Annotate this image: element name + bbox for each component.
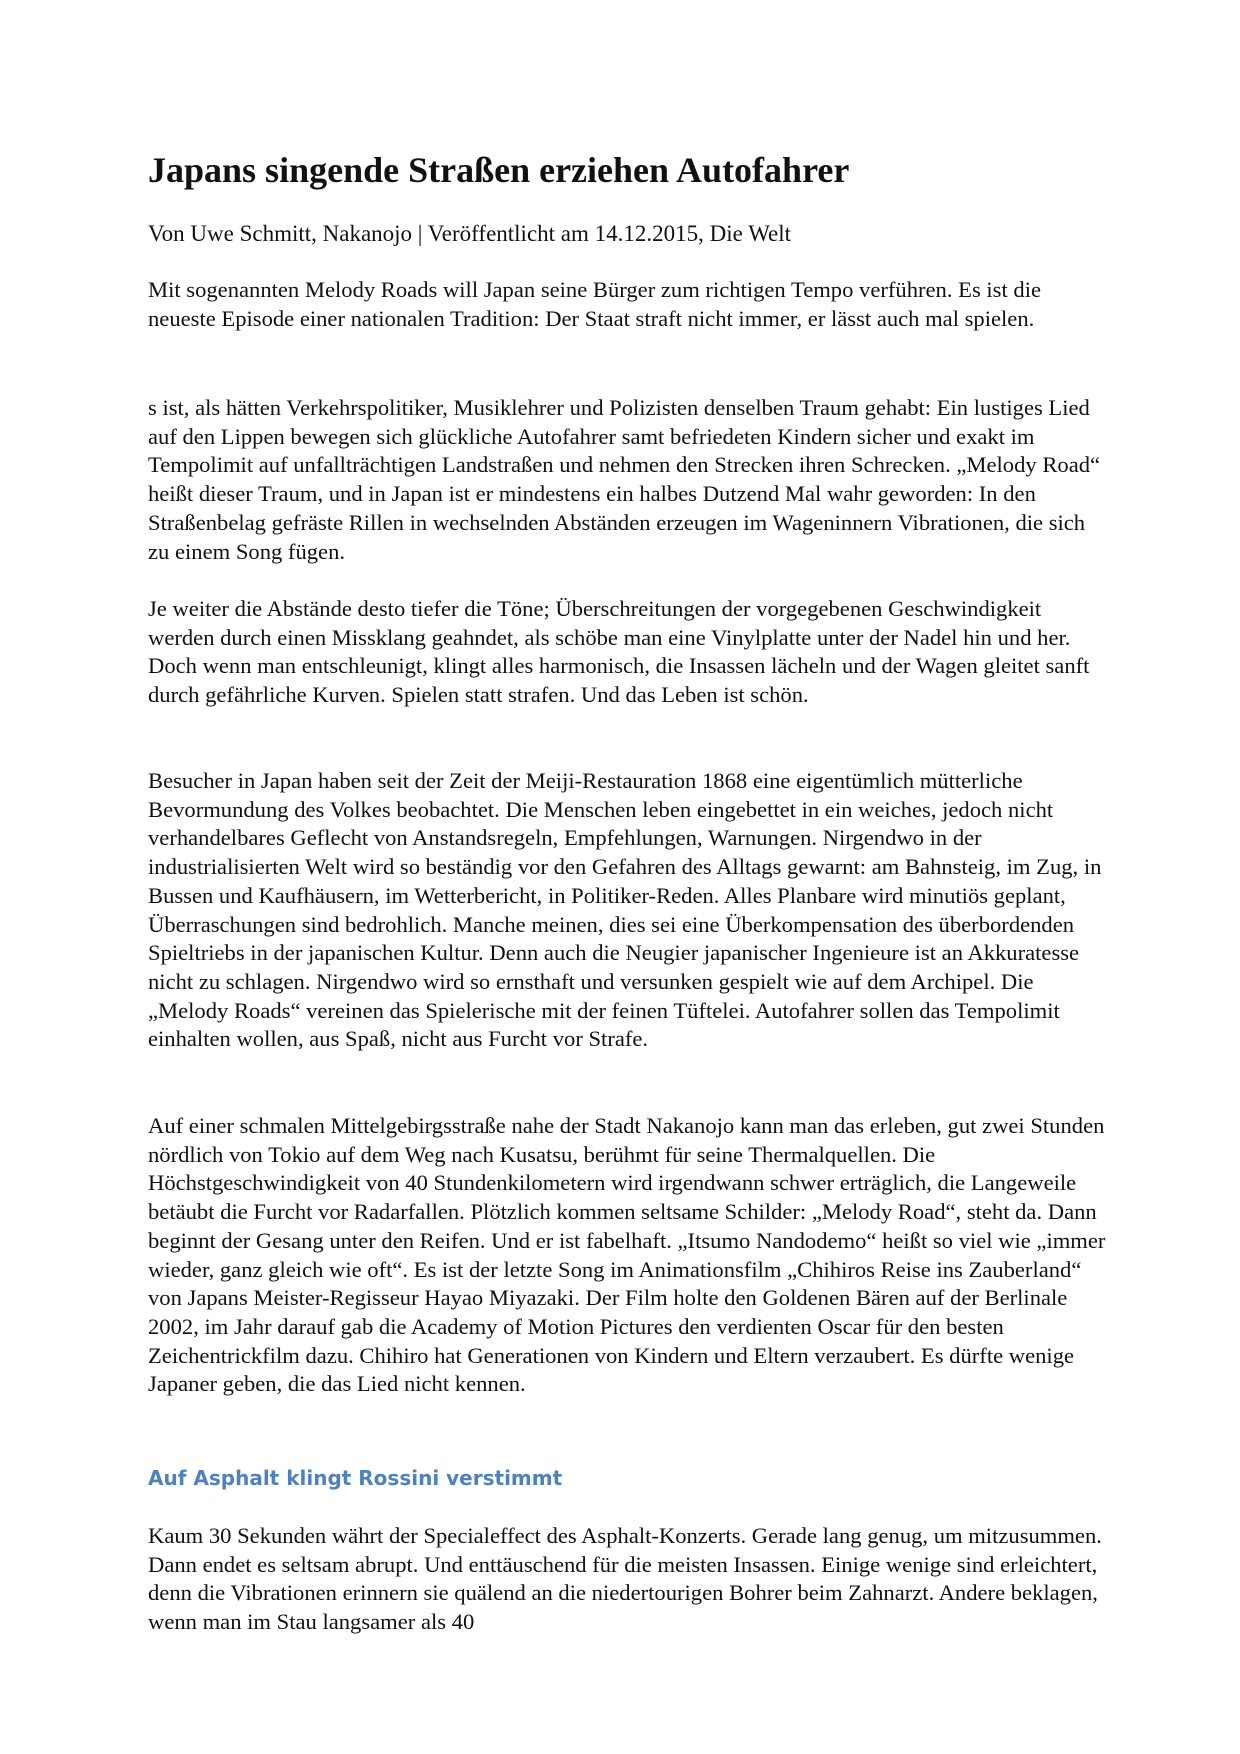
article-paragraph: Je weiter die Abstände desto tiefer die Töne; Überschreitungen der vorgegebenen Geschwindigkeit werden durch einen Missklang geahndet, als schöbe man eine Vinylplatte unter der Nadel hin und her. Doch wenn man entschleunigt, klingt alles harmonisch, die Insassen lächeln und der Wagen gleitet sanft durch gefährliche Kurven. Spielen statt strafen. Und das Leben ist schön. [148,596,1090,708]
article-title: Japans singende Straßen erziehen Autofahrer [148,150,850,190]
article-paragraph: Auf einer schmalen Mittelgebirgsstraße nahe der Stadt Nakanojo kann man das erleben, gut zwei Stunden nördlich von Tokio auf dem Weg nach Kusatsu, berühmt für seine Thermalquellen. Die Höchstgeschwindigkeit von 40 Stundenkilometern wird irgendwann schwer erträglich, die Langeweile betäubt die Furcht vor Radarfallen. Plötzlich kommen seltsame Schilder: „Melody Road“, steht da. Dann beginnt der Gesang unter den Reifen. Und er ist fabelhaft. „Itsumo Nandodemo“ heißt so viel wie „immer wieder, ganz gleich wie oft“. Es ist der letzte Song im Animationsfilm „Chihiros Reise ins Zauberland“ von Japans Meister-Regisseur Hayao Miyazaki. Der Film holte den Goldenen Bären auf der Berlinale 2002, im Jahr darauf gab die Academy of Motion Pictures den verdienten Oscar für den besten Zeichentrickfilm dazu. Chihiro hat Generationen von Kindern und Eltern verzaubert. Es dürfte wenige Japaner geben, die das Lied nicht kennen. [148,1113,1106,1397]
article-subheading: Auf Asphalt klingt Rossini verstimmt [148,1466,563,1490]
article-byline: Von Uwe Schmitt, Nakanojo | Veröffentlicht am 14.12.2015, Die Welt [148,221,792,246]
article-paragraph: s ist, als hätten Verkehrspolitiker, Musiklehrer und Polizisten denselben Traum gehabt: Ein lustiges Lied auf den Lippen bewegen sich glückliche Autofahrer samt befriedeten Kindern sicher und exakt im Tempolimit auf unfallträchtigen Landstraßen und nehmen den Strecken ihren Schrecken. „Melody Road“ heißt dieser Traum, und in Japan ist er mindestens ein halbes Dutzend Mal wahr geworden: In den Straßenbelag gefräste Rillen in wechselnden Abständen erzeugen im Wageninnern Vibrationen, die sich zu einem Song fügen. [148,395,1101,564]
article-paragraph: Besucher in Japan haben seit der Zeit der Meiji-Restauration 1868 eine eigentümlich mütterliche Bevormundung des Volkes beobachtet. Die Menschen leben eingebettet in ein weiches, jedoch nicht verhandelbares Geflecht von Anstandsregeln, Empfehlungen, Warnungen. Nirgendwo in der industrialisierten Welt wird so beständig vor den Gefahren des Alltags gewarnt: am Bahnsteig, im Zug, in Bussen und Kaufhäusern, im Wetterbericht, in Politiker-Reden. Alles Planbare wird minutiös geplant, Überraschungen sind bedrohlich. Manche meinen, dies sei eine Überkompensation des überbordenden Spieltriebs in der japanischen Kultur. Denn auch die Neugier japanischer Ingenieure ist an Akkuratesse nicht zu schlagen. Nirgendwo wird so ernsthaft und versunken gespielt wie auf dem Archipel. Die „Melody Roads“ vereinen das Spielerische mit der feinen Tüftelei. Autofahrer sollen das Tempolimit einhalten wollen, aus Spaß, nicht aus Furcht vor Strafe. [148,768,1102,1052]
article-closing-paragraph: Kaum 30 Sekunden währt der Specialeffect des Asphalt-Konzerts. Gerade lang genug, um mitzusummen. Dann endet es seltsam abrupt. Und enttäuschend für die meisten Insassen. Einige wenige sind erleichtert, denn die Vibrationen erinnern sie quälend an die niedertourigen Bohrer beim Zahnarzt. Andere beklagen, wenn man im Stau langsamer als 40 [148,1523,1102,1635]
article-lead: Mit sogenannten Melody Roads will Japan seine Bürger zum richtigen Tempo verführen. Es ist die neueste Episode einer nationalen Tradition: Der Staat straft nicht immer, er lässt auch mal spielen. [148,277,1041,331]
